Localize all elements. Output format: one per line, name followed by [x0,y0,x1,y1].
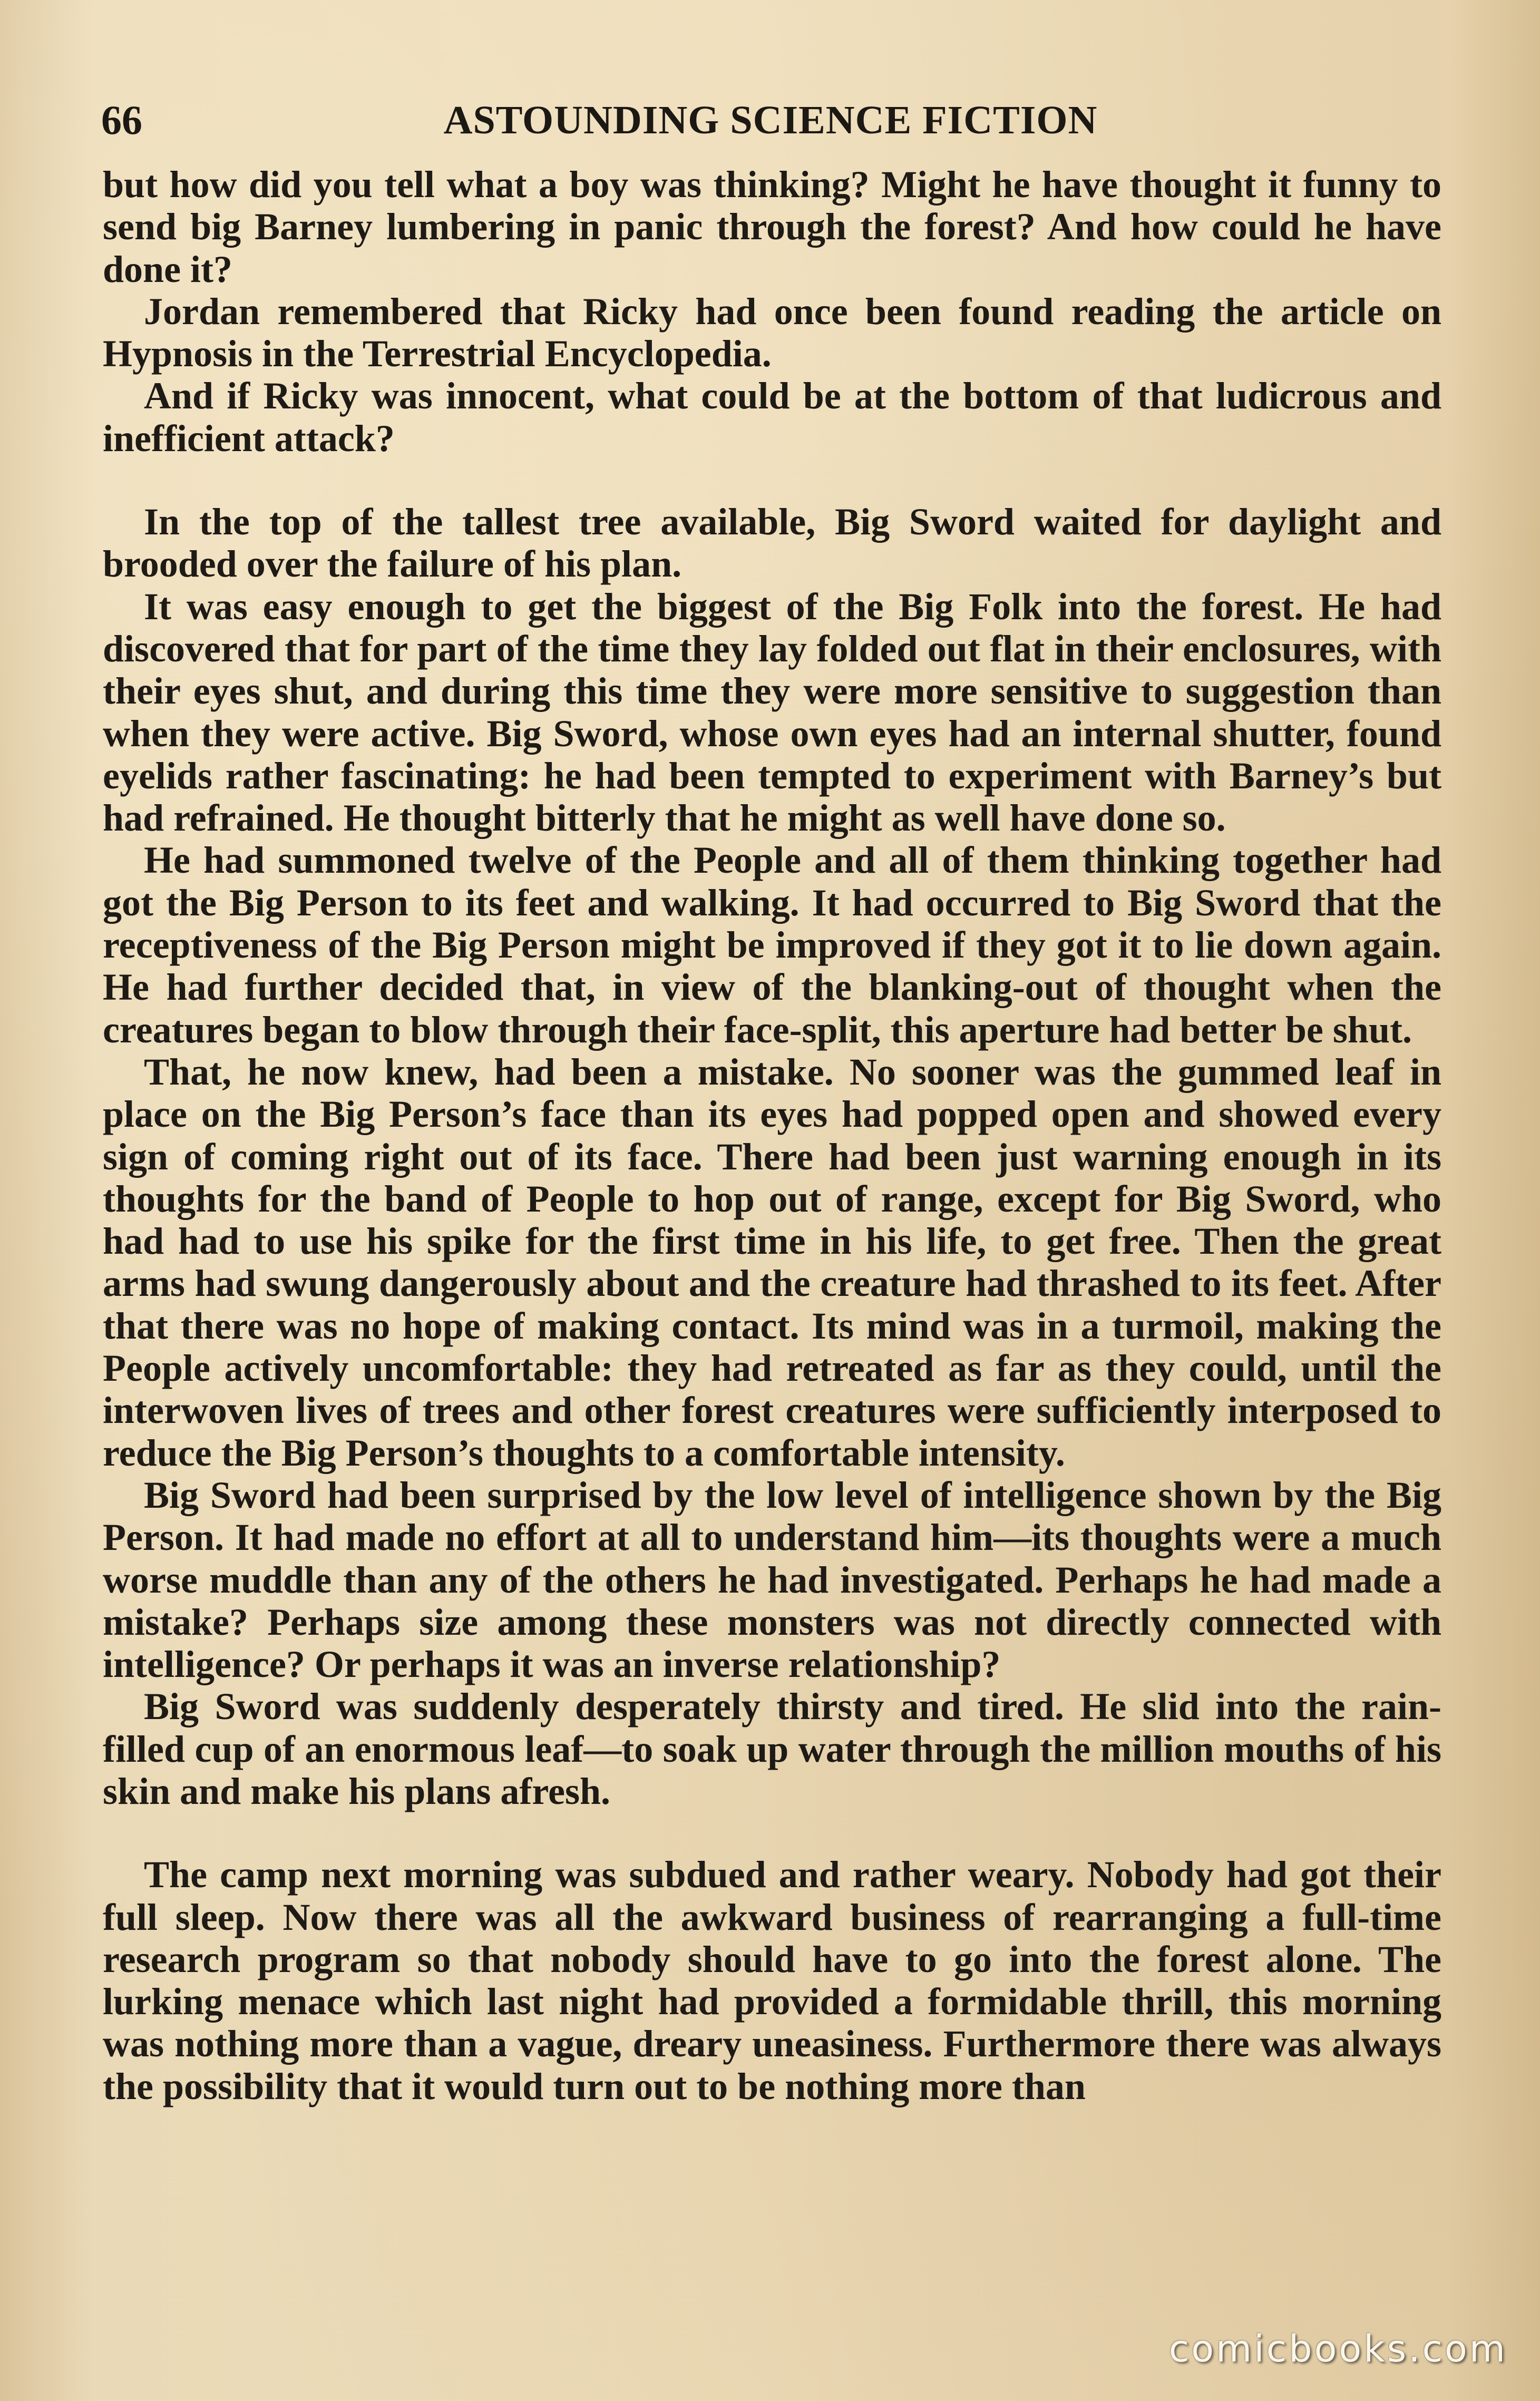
paragraph: He had summoned twelve of the People and all of them thinking together had got the Big Person to its feet and walking. It had occurred to Big Sword that the receptiveness of the Big Person might be improved if they got it to lie down again. He had further decided that, in view of the blanking-out of thought when the creatures began to blow through their face-split, this aperture had better be shut. [103,839,1441,1051]
paragraph: It was easy enough to get the biggest of the Big Folk into the forest. He had discovered that for part of the time they lay folded out flat in their enclosures, with their eyes shut, and during this time they were more sensitive to suggestion than when they were active. Big Sword, whose own eyes had an internal shutter, found eyelids rather fascinating: he had been tempted to experiment with Barney’s but had refrained. He thought bitterly that he might as well have done so. [103,585,1441,840]
running-head: ASTOUNDING SCIENCE FICTION [443,98,1098,142]
paragraph: Big Sword was suddenly desperately thirsty and tired. He slid into the rain-filled cup of an enormous leaf—to soak up water through the million mouths of his skin and make his plans afresh. [103,1685,1441,1812]
page-header [101,94,1440,152]
paragraph: but how did you tell what a boy was thinking? Might he have thought it funny to send big Barney lumbering in panic through the forest? And how could he have done it? [103,163,1441,290]
paragraph: Jordan remembered that Ricky had once been found reading the article on Hypnosis in the Terrestrial Encyclopedia. [103,290,1441,375]
page-number: 66 [101,97,142,143]
watermark: comicbooks.com [1168,2327,1507,2370]
paragraph: Big Sword had been surprised by the low level of intelligence shown by the Big Person. It had made no effort at all to understand him—its thoughts were a much worse muddle than any of the others he had investigated. Perhaps he had made a mistake? Perhaps size among these monsters was not directly connected with intelligence? Or perhaps it was an inverse relationship? [103,1473,1441,1686]
body-text [103,163,1441,2107]
paragraph: That, he now knew, had been a mistake. No sooner was the gummed leaf in place on the Big Person’s face than its eyes had popped open and showed every sign of coming right out of its face. There had been just warning enough in its thoughts for the band of People to hop out of range, except for Big Sword, who had had to use his spike for the first time in his life, to get free. Then the great arms had swung dangerously about and the creature had thrashed to its feet. After that there was no hope of making contact. Its mind was in a turmoil, making the People actively uncomfortable: they had retreated as far as they could, until the interwoven lives of trees and other forest creatures were sufficiently interposed to reduce the Big Person’s thoughts to a comfortable intensity. [103,1050,1441,1474]
paragraph: In the top of the tallest tree available, Big Sword waited for daylight and brooded over the failure of his plan. [103,501,1441,585]
paragraph: The camp next morning was subdued and rather weary. Nobody had got their full sleep. Now there was all the awkward business of rearranging a full-time research program so that nobody should have to go into the forest alone. The lurking menace which last night had provided a formidable thrill, this morning was nothing more than a vague, dreary uneasiness. Furthermore there was always the possibility that it would turn out to be nothing more than [103,1853,1441,2107]
paragraph: And if Ricky was innocent, what could be at the bottom of that ludicrous and inefficient attack? [103,375,1441,460]
